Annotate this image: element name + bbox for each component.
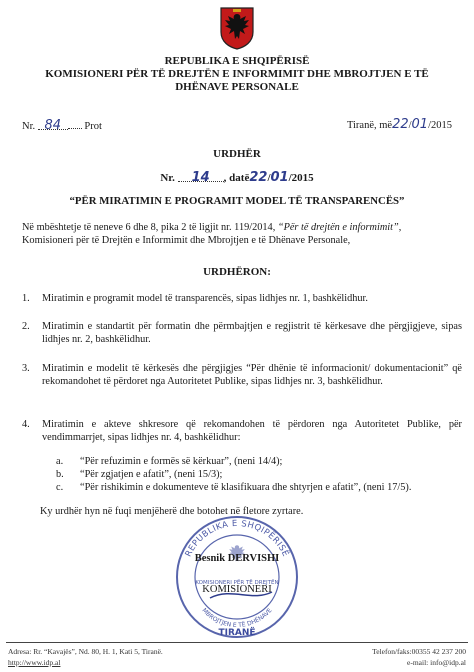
order-subject: “PËR MIRATIMIN E PROGRAMIT MODEL TË TRANSPARENCËS”	[69, 195, 405, 207]
footer-divider	[6, 642, 468, 643]
sub-list-item	[56, 468, 466, 481]
footer-phone: Telefon/faks:00355 42 237 200	[372, 647, 466, 656]
protocol-number	[22, 117, 102, 132]
item-text: Miratimin e standartit për formatin dhe përmbajtjen e regjistrit të kërkesave dhe përgjigjeve, sipas lidhjes nr. 2, bashkëlidhur.	[42, 321, 462, 345]
sub-item-text: “Për zgjatjen e afatit”, (neni 15/3);	[80, 469, 223, 480]
item-text: Miratimin e akteve shkresore që rekomandohen të përdoren nga Autoritetet Publike, për vendimmarrjet, sipas lidhjes nr. 4, bashkëlidhur:	[42, 419, 462, 443]
sub-list-item	[56, 455, 466, 468]
place-date: Tiranë, më22/01/2015	[346, 117, 452, 132]
sub-item-text: “Për refuzimin e formës së kërkuar”, (neni 14/4);	[80, 456, 283, 467]
commission-heading-line2: DHËNAVE PERSONALE	[175, 81, 299, 93]
list-item	[22, 320, 462, 348]
official-stamp	[172, 512, 302, 642]
order-day-handwritten: 22	[249, 170, 268, 185]
footer-website-link[interactable]: http://www.idp.al	[8, 658, 61, 667]
footer	[0, 642, 474, 672]
preamble-line1: Në mbështetje të neneve 6 dhe 8, pika 2 të ligjit nr. 119/2014, “Për të drejtën e informimit”,	[22, 222, 402, 233]
stamp-city: TIRANË	[218, 628, 256, 638]
nr-label: Nr.	[22, 121, 36, 132]
stamp-ring-right: KOMISIONERI PËR TË DREJTËN	[195, 580, 279, 586]
order-year: /2015	[288, 172, 314, 184]
footer-email[interactable]: e-mail: info@idp.al	[407, 658, 466, 667]
order-date-label: , datë	[223, 172, 250, 184]
date-day-handwritten: 22	[392, 117, 409, 132]
signatory-name: Besnik DERVISHI	[194, 553, 280, 564]
date-month-handwritten: 01	[411, 117, 429, 132]
republic-heading: REPUBLIKA E SHQIPËRISË	[164, 55, 310, 67]
item-number: 1.	[22, 293, 30, 304]
sub-item-text: “Për rishikimin e dokumenteve të klasifikuara dhe shtyrjen e afatit”, (neni 17/5).	[80, 482, 412, 493]
commission-heading-line1: KOMISIONERI PËR TË DREJTËN E INFORMIMIT DHE MBROJTJEN E TË	[45, 68, 429, 80]
closing-statement: Ky urdhër hyn në fuqi menjëherë dhe botohet në fletore zyrtare.	[40, 506, 304, 517]
item-number: 4.	[22, 419, 30, 430]
coat-of-arms-emblem	[217, 6, 257, 50]
list-item	[22, 292, 462, 306]
date-year: /2015	[428, 120, 452, 131]
signatory-role: KOMISIONERI	[202, 584, 272, 595]
item-text: Miratimin e programit model të transparencës, sipas lidhjes nr. 1, bashkëlidhur.	[42, 293, 368, 304]
item-number: 2.	[22, 321, 30, 332]
sub-list-item	[56, 481, 466, 494]
preamble	[22, 221, 454, 247]
protocol-number-handwritten: 84	[44, 118, 62, 133]
stamp-ring-top: REPUBLIKA E SHQIPËRISË	[183, 518, 291, 559]
law-title: “Për të drejtën e informimit”	[277, 222, 399, 233]
list-item	[22, 418, 462, 446]
sub-item-letter: c.	[56, 482, 64, 493]
order-title: URDHËR	[213, 148, 261, 160]
prot-label: Prot	[84, 121, 102, 132]
item-number: 3.	[22, 363, 30, 374]
preamble-line2: Komisioneri për të Drejtën e Informimit dhe Mbrojtjen e të Dhënave Personale,	[22, 235, 351, 246]
sub-item-letter: b.	[56, 469, 64, 480]
sub-item-letter: a.	[56, 456, 64, 467]
stamp-ring-bottom: MBROJTJEN E TË DHËNAVE	[200, 607, 274, 630]
item-text: Miratimin e modelit të kërkesës dhe përgjigjes “Për dhënie të informacionit/ dokumentacionit” që rekomandohet të përdoret nga Autoritetet Publike, sipas lidhjes nr. 3, bashkëlidhur.	[42, 363, 462, 387]
order-number-line: Nr. 14 , datë22/01/2015	[160, 170, 314, 185]
place-date-label: Tiranë, më	[346, 120, 393, 131]
order-nr-label: Nr.	[160, 172, 175, 184]
footer-address: Adresa: Rr. “Kavajës”, Nd. 80, H. 1, Kati 5, Tiranë.	[8, 647, 163, 656]
list-item	[22, 362, 462, 404]
order-month-handwritten: 01	[270, 170, 289, 185]
order-number-handwritten: 14	[191, 170, 210, 185]
decides-heading: URDHËRON:	[203, 266, 271, 278]
